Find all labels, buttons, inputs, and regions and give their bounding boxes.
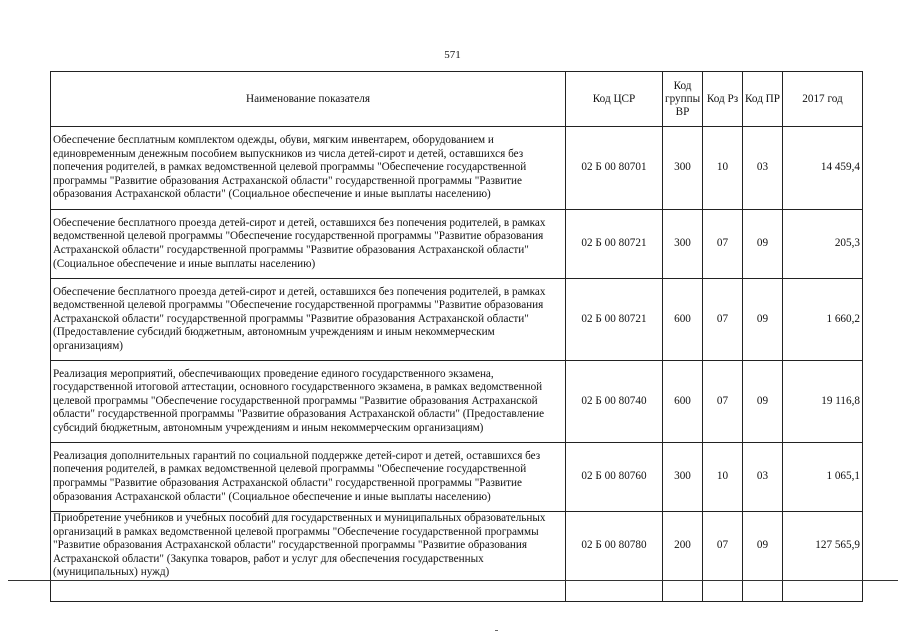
cell-vr: 300 — [663, 210, 703, 279]
table-row — [51, 127, 863, 210]
cell-name: Реализация мероприятий, обеспечивающих проведение единого государственного экзамена, государственной итоговой аттестации, основного государственного экзамена, в рамках ведомственной целевой программы "Обеспечение государственной программы "Развитие образования Астраханской области" государственной программы "Развитие образования Астраханской области" (Предоставление субсидий бюджетным, автономным учреждениям и иным некоммерческим организациям) — [51, 361, 566, 443]
header-vr: Код группы ВР — [663, 72, 703, 127]
cell-rz: 10 — [703, 127, 743, 210]
cell-rz: 07 — [703, 279, 743, 361]
page-number: 571 — [444, 49, 461, 61]
cell-name: Обеспечение бесплатного проезда детей-сирот и детей, оставшихся без попечения родителей, в рамках ведомственной целевой программы "Обеспечение государственной программы "Развитие образования Астраханской области" государственной программы "Развитие образования Астраханской области" (Социальное обеспечение и иные выплаты населению) — [51, 210, 566, 279]
cell-sum: 1 660,2 — [783, 279, 863, 361]
cell-pr: 09 — [743, 512, 783, 581]
cell-sum: 127 565,9 — [783, 512, 863, 581]
cell-pr: 09 — [743, 210, 783, 279]
cell-sum: 205,3 — [783, 210, 863, 279]
cell-csr: 02 Б 00 80740 — [566, 361, 663, 443]
cell-empty — [566, 581, 663, 602]
table-row — [51, 210, 863, 279]
table-row-empty — [51, 581, 863, 602]
scan-strike-line — [8, 580, 898, 581]
header-csr: Код ЦСР — [566, 72, 663, 127]
cell-vr: 600 — [663, 279, 703, 361]
cell-empty — [663, 581, 703, 602]
cell-rz: 07 — [703, 361, 743, 443]
cell-csr: 02 Б 00 80721 — [566, 210, 663, 279]
header-name: Наименование показателя — [51, 72, 566, 127]
cell-sum: 14 459,4 — [783, 127, 863, 210]
cell-vr: 200 — [663, 512, 703, 581]
cell-name: Реализация дополнительных гарантий по социальной поддержке детей-сирот и детей, оставшихся без попечения родителей, в рамках ведомственной целевой программы "Обеспечение государственной программы "Развитие образования Астраханской области" государственной программы "Развитие образования Астраханской области" (Социальное обеспечение и иные выплаты населению) — [51, 443, 566, 512]
header-pr: Код ПР — [743, 72, 783, 127]
cell-csr: 02 Б 00 80701 — [566, 127, 663, 210]
cell-csr: 02 Б 00 80780 — [566, 512, 663, 581]
scan-dot — [495, 630, 498, 631]
cell-empty — [51, 581, 566, 602]
header-rz: Код Рз — [703, 72, 743, 127]
cell-pr: 09 — [743, 279, 783, 361]
cell-vr: 300 — [663, 443, 703, 512]
cell-empty — [703, 581, 743, 602]
table-row — [51, 512, 863, 581]
cell-name: Обеспечение бесплатным комплектом одежды, обуви, мягким инвентарем, оборудованием и единовременным денежным пособием выпускников из числа детей-сирот и детей, оставшихся без попечения родителей, в рамках ведомственной целевой программы "Обеспечение государственной программы "Развитие образования Астраханской области" государственной программы "Развитие образования Астраханской области" (Социальное обеспечение и иные выплаты населению) — [51, 127, 566, 210]
table-row — [51, 443, 863, 512]
table-row — [51, 361, 863, 443]
cell-csr: 02 Б 00 80760 — [566, 443, 663, 512]
cell-rz: 10 — [703, 443, 743, 512]
budget-table — [50, 71, 863, 602]
cell-pr: 03 — [743, 127, 783, 210]
cell-vr: 300 — [663, 127, 703, 210]
cell-name: Приобретение учебников и учебных пособий для государственных и муниципальных образовательных организаций в рамках ведомственной целевой программы "Обеспечение государственной программы "Развитие образования Астраханской области" государственной программы "Развитие образования Астраханской области" (Закупка товаров, работ и услуг для обеспечения государственных (муниципальных) нужд) — [51, 512, 566, 581]
cell-empty — [783, 581, 863, 602]
cell-csr: 02 Б 00 80721 — [566, 279, 663, 361]
cell-empty — [743, 581, 783, 602]
cell-pr: 09 — [743, 361, 783, 443]
cell-vr: 600 — [663, 361, 703, 443]
table-row — [51, 279, 863, 361]
table-header-row — [51, 72, 863, 127]
cell-pr: 03 — [743, 443, 783, 512]
cell-sum: 1 065,1 — [783, 443, 863, 512]
cell-sum: 19 116,8 — [783, 361, 863, 443]
cell-name: Обеспечение бесплатного проезда детей-сирот и детей, оставшихся без попечения родителей, в рамках ведомственной целевой программы "Обеспечение государственной программы "Развитие образования Астраханской области" государственной программы "Развитие образования Астраханской области" (Предоставление субсидий бюджетным, автономным учреждениям и иным некоммерческим организациям) — [51, 279, 566, 361]
header-year: 2017 год — [783, 72, 863, 127]
cell-rz: 07 — [703, 210, 743, 279]
cell-rz: 07 — [703, 512, 743, 581]
